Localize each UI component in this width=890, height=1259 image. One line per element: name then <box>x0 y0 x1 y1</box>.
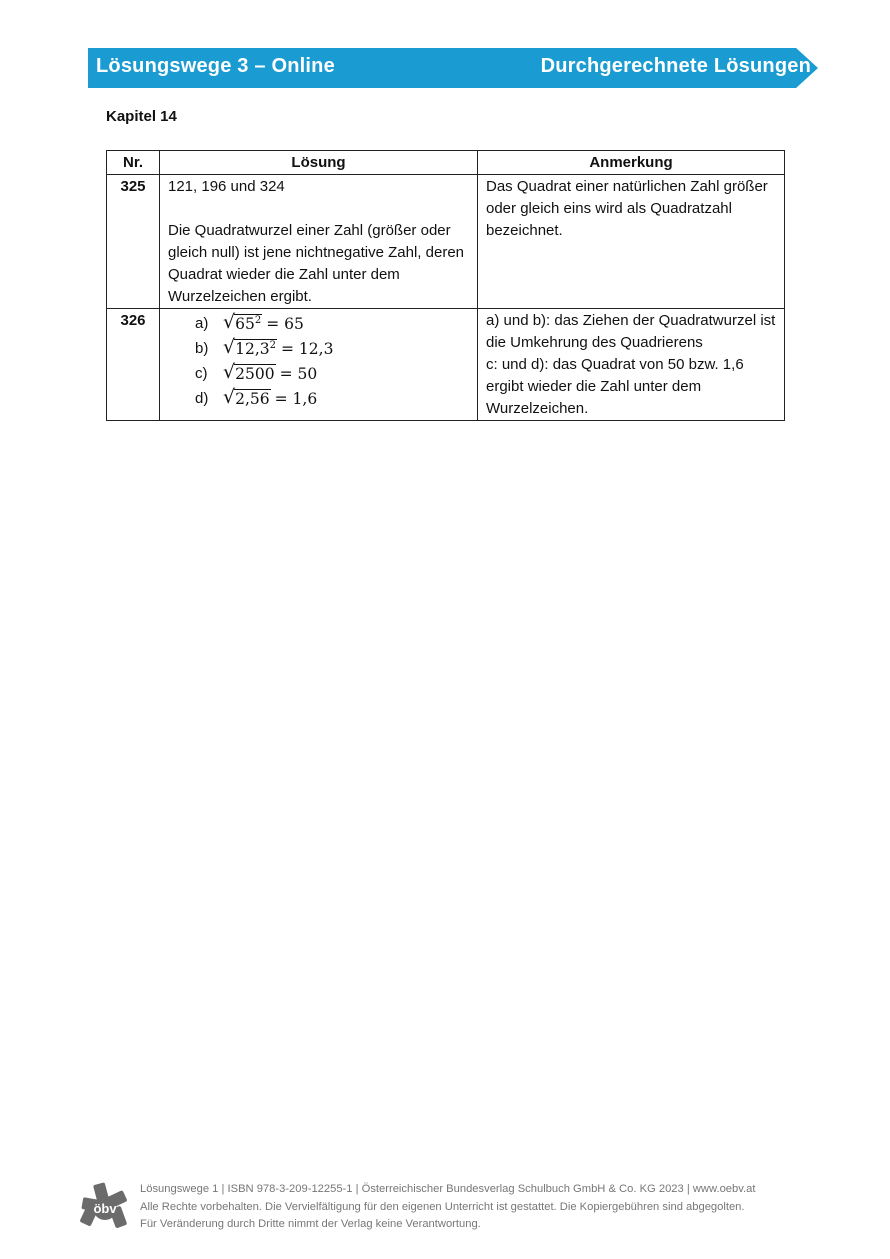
table-row <box>107 175 785 309</box>
result: = 50 <box>279 364 318 383</box>
note-text: c: und d): das Quadrat von 50 bzw. 1,6 ergibt wieder die Zahl unter dem Wurzelzeichen. <box>486 356 744 417</box>
logo-text: öbv <box>93 1201 117 1216</box>
header-solution: Lösung <box>160 151 478 175</box>
note-text: a) und b): das Ziehen der Quadratwurzel ist die Umkehrung des Quadrierens <box>486 312 776 351</box>
table-header-row <box>107 151 785 175</box>
solutions-table <box>106 150 785 421</box>
chapter-title: Kapitel 14 <box>106 108 177 125</box>
item-label: a) <box>195 314 209 332</box>
result: = 65 <box>266 314 304 333</box>
radicand-base: 2500 <box>235 365 275 383</box>
radicand-base: 65 <box>235 315 255 333</box>
oebv-logo <box>80 1181 130 1233</box>
math-expression <box>223 313 304 335</box>
math-item <box>195 386 469 411</box>
math-list <box>195 311 469 411</box>
footer <box>140 1181 820 1234</box>
table-row <box>107 309 785 421</box>
footer-line: Lösungswege 1 | ISBN 978-3-209-12255-1 | Österreichischer Bundesverlag Schulbuch GmbH & Co. KG 2023 | www.oebv.at <box>140 1183 756 1195</box>
math-expression <box>223 363 317 385</box>
note-text: Das Quadrat einer natürlichen Zahl größer oder gleich eins wird als Quadratzahl bezeichnet. <box>486 178 768 239</box>
solution-cell <box>160 175 478 309</box>
footer-line: Für Veränderung durch Dritte nimmt der Verlag keine Verantwortung. <box>140 1218 481 1230</box>
footer-line: Alle Rechte vorbehalten. Die Vervielfältigung für den eigenen Unterricht ist gestattet. Die Kopiergebühren sind abgegolten. <box>140 1200 745 1213</box>
solution-values: 121, 196 und 324 <box>168 178 285 195</box>
radicand-base: 2,56 <box>235 390 270 408</box>
sqrt-symbol: √ 2500 <box>223 361 275 383</box>
exponent: 2 <box>254 315 262 326</box>
row-number: 325 <box>107 175 160 309</box>
sqrt-symbol: √ 12,3$^2$ <box>223 336 276 358</box>
math-expression <box>223 388 317 410</box>
solution-cell <box>160 309 478 421</box>
exponent: 2 <box>269 340 276 351</box>
header-left-title: Lösungswege 3 – Online <box>96 55 335 77</box>
row-number: 326 <box>107 309 160 421</box>
note-cell <box>478 175 785 309</box>
math-item <box>195 311 469 336</box>
item-label: d) <box>195 389 209 407</box>
math-item <box>195 336 469 361</box>
item-label: b) <box>195 339 209 357</box>
result: = 12,3 <box>281 339 334 358</box>
radicand-base: 12,3 <box>235 340 270 358</box>
note-cell <box>478 309 785 421</box>
header-note: Anmerkung <box>478 151 785 175</box>
header-nr: Nr. <box>107 151 160 175</box>
math-expression <box>223 338 333 360</box>
solution-explanation: Die Quadratwurzel einer Zahl (größer oder gleich null) ist jene nichtnegative Zahl, deren Quadrat wieder die Zahl unter dem Wurzelzeichen ergibt. <box>168 222 465 305</box>
math-item <box>195 361 469 386</box>
sqrt-symbol: √ 2,56 <box>223 386 270 408</box>
result: = 1,6 <box>274 389 318 408</box>
sqrt-symbol: √ $65^2$ <box>223 311 262 333</box>
header-right-title: Durchgerechnete Lösungen <box>540 55 811 77</box>
item-label: c) <box>195 364 208 382</box>
